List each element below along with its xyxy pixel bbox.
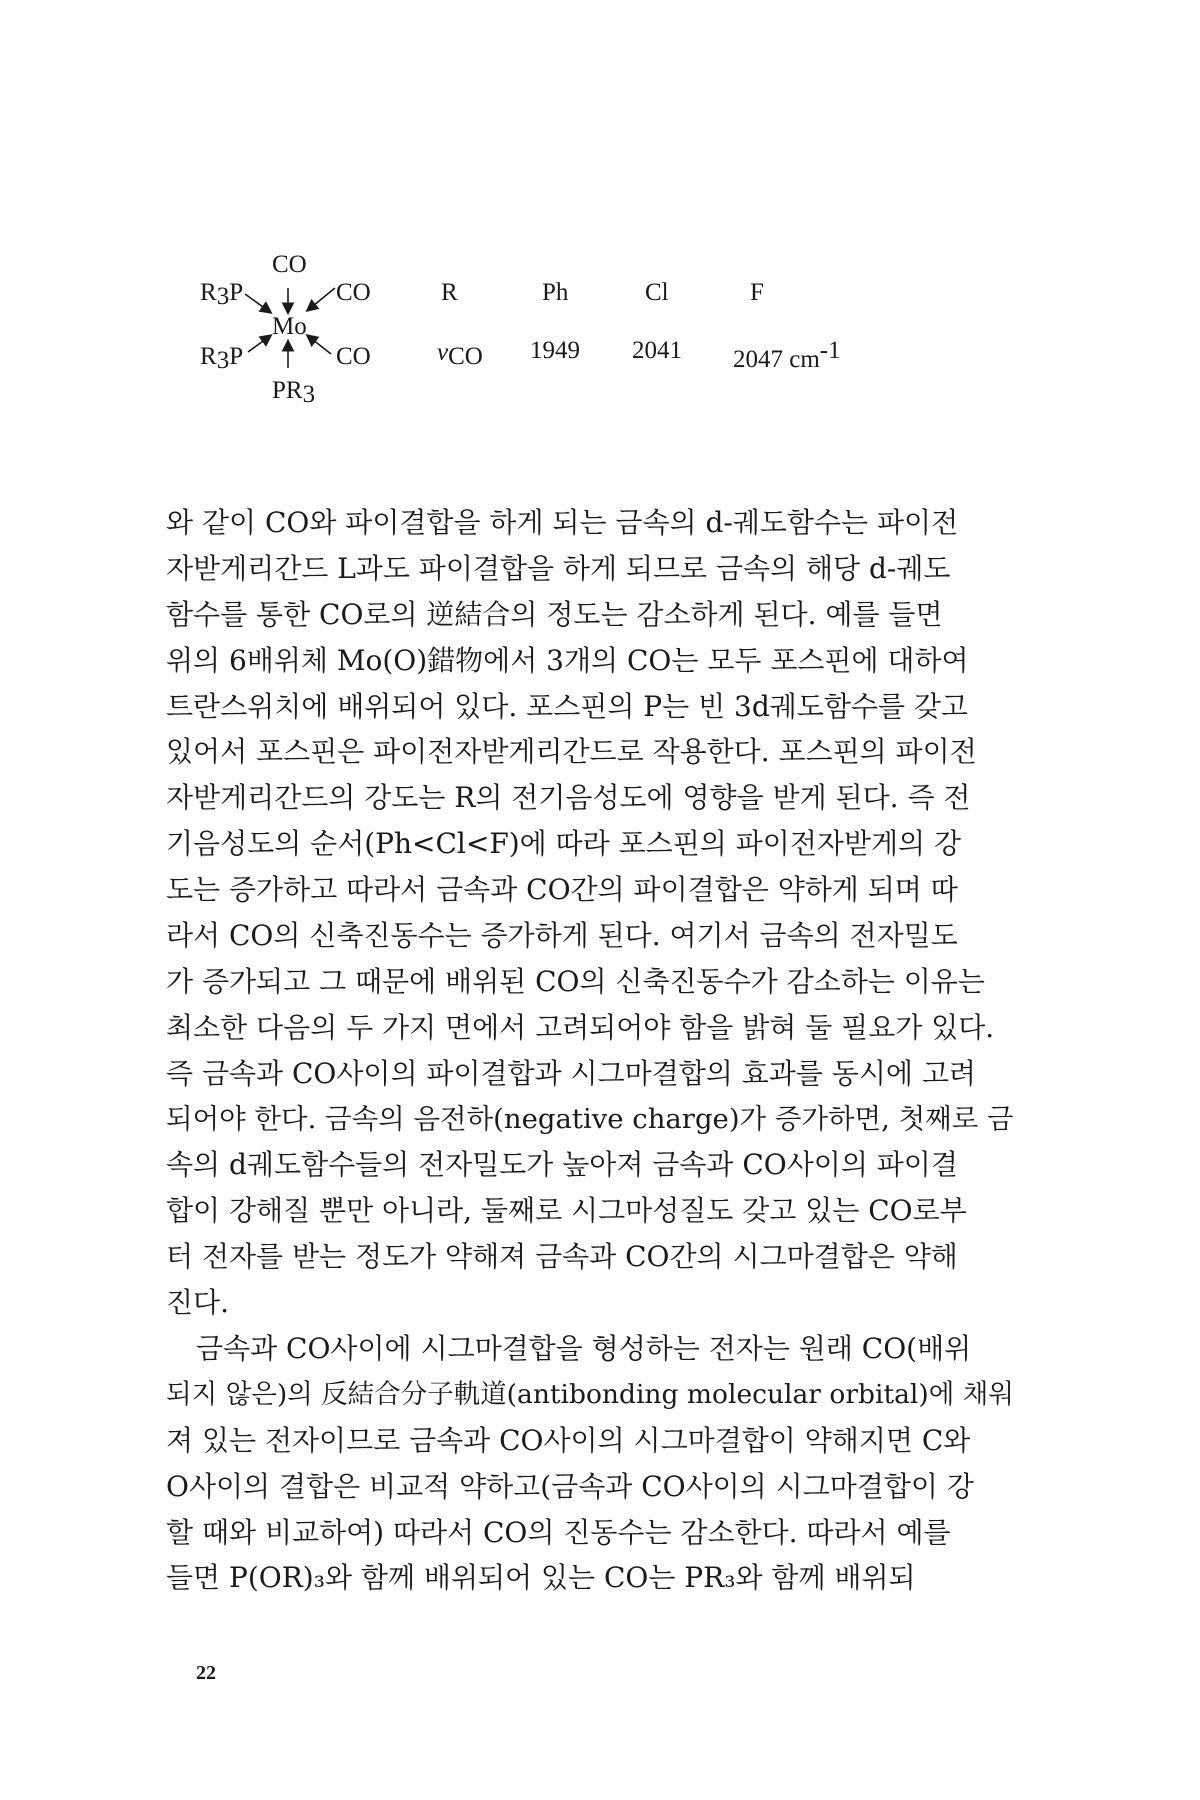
upper-right-co-label: CO (336, 279, 371, 306)
paragraph-2-line: 들면 P(OR)₃와 함께 배위되어 있는 CO는 PR₃와 함께 배위되 (166, 1561, 916, 1595)
table-value-ph: 1949 (530, 337, 580, 364)
page-number: 22 (196, 1662, 216, 1684)
upper-left-pr3-label: R3P (200, 279, 244, 310)
lower-left-bond (248, 336, 270, 352)
paragraph-1-line: 터 전자를 받는 정도가 약해져 금속과 CO간의 시그마결합은 약해 (166, 1240, 958, 1274)
top-co-label: CO (272, 251, 307, 278)
table-row-nu-co: νCO (437, 339, 483, 370)
table-value-cl: 2041 (632, 337, 682, 364)
paragraph-1-line: 트란스위치에 배위되어 있다. 포스핀의 P는 빈 3d궤도함수를 갖고 (166, 689, 968, 723)
paragraph-1-line: 합이 강해질 뿐만 아니라, 둘째로 시그마성질도 갖고 있는 CO로부 (166, 1194, 967, 1228)
paragraph-1-line: 있어서 포스핀은 파이전자받게리간드로 작용한다. 포스핀의 파이전 (166, 735, 977, 769)
paragraph-1-line: 최소한 다음의 두 가지 면에서 고려되어야 함을 밝혀 둘 필요가 있다. (166, 1010, 995, 1044)
paragraph-1-line: 자받게리간드 L과도 파이결합을 하게 되므로 금속의 해당 d-궤도 (166, 551, 951, 585)
paragraph-1-line: 라서 CO의 신축진동수는 증가하게 된다. 여기서 금속의 전자밀도 (166, 919, 958, 953)
paragraph-2-line: 금속과 CO사이에 시그마결합을 형성하는 전자는 원래 CO(배위 (196, 1332, 972, 1366)
paragraph-1-line: 속의 d궤도함수들의 전자밀도가 높아져 금속과 CO사이의 파이결 (166, 1148, 958, 1182)
paragraph-1-line: 함수를 통한 CO로의 逆結合의 정도는 감소하게 된다. 예를 들면 (166, 597, 943, 631)
paragraph-1-line: 되어야 한다. 금속의 음전하(negative charge)가 증가하면, 첫째로 금 (166, 1102, 1014, 1135)
bottom-pr3-label: PR3 (272, 377, 316, 408)
lower-right-co-label: CO (336, 343, 371, 370)
paragraph-1-line: 기음성도의 순서(Ph<Cl<F)에 따라 포스핀의 파이전자받게의 강 (166, 827, 962, 861)
table-col-ph: Ph (542, 279, 569, 306)
table-value-f: 2047 cm-1 (733, 337, 841, 373)
table-col-f: F (750, 279, 764, 306)
paragraph-1-line: 위의 6배위체 Mo(O)錯物에서 3개의 CO는 모두 포스핀에 대하여 (166, 643, 969, 677)
paragraph-2-line: 할 때와 비교하여) 따라서 CO의 진동수는 감소한다. 따라서 예를 (166, 1515, 951, 1549)
table-col-cl: Cl (645, 279, 669, 306)
paragraph-1-line: 도는 증가하고 따라서 금속과 CO간의 파이결합은 약하게 되며 따 (166, 873, 958, 907)
lower-left-pr3-label: R3P (200, 343, 244, 374)
upper-left-bond (245, 294, 270, 312)
paragraph-1-line: 즉 금속과 CO사이의 파이결합과 시그마결합의 효과를 동시에 고려 (166, 1056, 976, 1090)
paragraph-1-line: 가 증가되고 그 때문에 배위된 CO의 신축진동수가 감소하는 이유는 (166, 964, 985, 998)
paragraph-1-line: 자받게리간드의 강도는 R의 전기음성도에 영향을 받게 된다. 즉 전 (166, 781, 971, 815)
paragraph-1-line: 진다. (166, 1286, 229, 1320)
paragraph-2-line: 되지 않은)의 反結合分子軌道(antibonding molecular orbital)에 채워 (166, 1378, 1014, 1410)
body-text (166, 500, 1024, 1601)
upper-right-bond (308, 288, 335, 310)
paragraph-1-line: 와 같이 CO와 파이결합을 하게 되는 금속의 d-궤도함수는 파이전 (166, 506, 959, 539)
paragraph-2-line: 져 있는 전자이므로 금속과 CO사이의 시그마결합이 약해지면 C와 (166, 1423, 971, 1457)
lower-right-bond (308, 336, 331, 354)
metal-label: Mo (272, 313, 307, 340)
table-header-r: R (441, 279, 458, 306)
mo-complex-structure (200, 251, 460, 430)
paragraph-2-line: O사이의 결합은 비교적 약하고(금속과 CO사이의 시그마결합이 강 (166, 1469, 974, 1503)
